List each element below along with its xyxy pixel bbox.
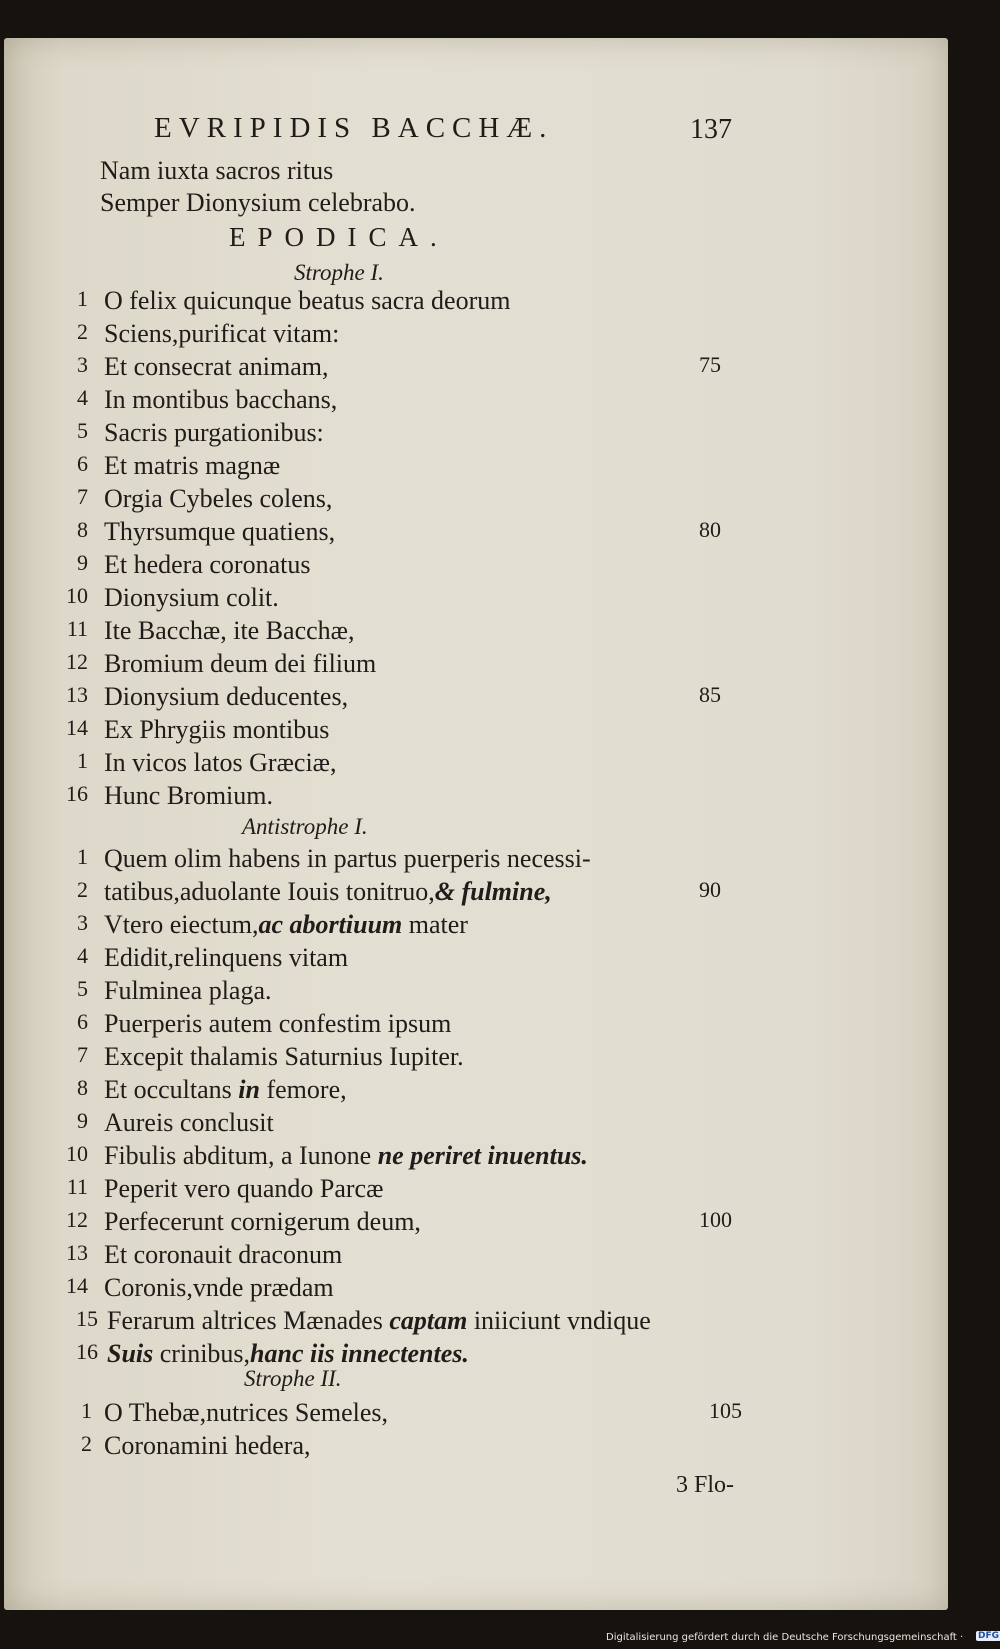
verse-line [4,1174,948,1206]
verse-line [4,385,948,417]
digitization-credit: Digitalisierung gefördert durch die Deutsche Forschungsgemeinschaft · [606,1632,964,1643]
line-text [107,1339,469,1369]
verse-line [4,715,948,747]
line-roman-tail: femore, [259,1075,347,1104]
line-text: In montibus bacchans, [104,385,338,414]
line-text: Et consecrat animam, [104,352,329,381]
line-text: Ex Phrygiis montibus [104,715,330,744]
line-text [104,1207,421,1237]
verse-line [4,748,948,780]
line-number: 2 [77,877,88,902]
verse-line [4,1141,948,1173]
line-number: 2 [81,1431,92,1456]
line-text: Semper Dionysium celebrabo. [100,188,416,217]
verse-line [4,943,948,975]
line-text [104,910,468,940]
verse-line [4,976,948,1008]
line-number: 5 [77,976,88,1001]
margin-line-count: 90 [699,877,721,902]
line-number: 14 [66,1273,88,1298]
line-number: 6 [77,451,88,476]
line-text: In vicos latos Græciæ, [104,748,337,777]
verse-line [4,910,948,942]
line-roman: Et occultans [104,1075,239,1104]
line-roman: Edidit,relinquens vitam [104,943,349,972]
line-text: Bromium deum dei filium [104,649,377,678]
margin-line-count: 100 [699,1207,732,1232]
line-number: 12 [66,649,88,674]
line-roman-tail: mater [402,910,468,939]
verse-line [4,649,948,681]
verse-line [4,286,948,318]
line-roman: Puerperis autem confestim ipsum [104,1009,452,1038]
verse-line [4,1273,948,1305]
text-line [4,188,948,220]
line-italic: ne periret inuentus. [377,1141,588,1170]
line-number: 12 [66,1207,88,1232]
book-page [4,38,948,1610]
text-line [4,156,948,188]
line-roman: Vtero eiectum, [104,910,259,939]
line-text [104,1141,588,1171]
line-text [104,1009,451,1039]
line-text [104,1240,342,1270]
line-number: 13 [66,1240,88,1265]
margin-line-count: 105 [709,1398,742,1423]
line-text [104,844,591,874]
line-text: Ite Bacchæ, ite Bacchæ, [104,616,355,645]
verse-line [4,781,948,813]
line-roman-tail: iniiciunt vndique [467,1306,651,1335]
line-number: 8 [77,1075,88,1100]
verse-line [4,616,948,648]
line-roman-tail: crinibus, [153,1339,251,1368]
line-number: 14 [66,715,88,740]
line-text: Hunc Bromium. [104,781,273,810]
line-number: 9 [77,550,88,575]
line-text: Et hedera coronatus [104,550,311,579]
verse-line [4,319,948,351]
line-text: Et matris magnæ [104,451,281,480]
section-heading-epodica: EPODICA. [229,222,449,252]
line-number: 11 [66,616,88,641]
line-number: 2 [77,319,88,344]
line-number: 15 [76,1306,98,1331]
line-text [104,1075,347,1105]
line-text [104,1108,274,1138]
line-text [104,1174,383,1204]
section-heading-strophe-1: Strophe I. [294,260,384,285]
verse-line [4,484,948,516]
line-text: Sacris purgationibus: [104,418,324,447]
verse-line [4,352,948,384]
line-number: 4 [77,943,88,968]
line-number: 7 [77,1042,88,1067]
line-text [107,1306,651,1336]
line-number: 10 [66,583,88,608]
line-number: 1 [77,748,88,773]
catchword: 3 Flo- [676,1472,735,1498]
line-text [104,1042,464,1072]
line-text: O felix quicunque beatus sacra deorum [104,286,511,315]
verse-line [4,1009,948,1041]
line-italic-tail: hanc iis innectentes. [250,1339,469,1368]
line-roman: Fibulis abditum, a Iunone [104,1141,378,1170]
line-number: 16 [76,1339,98,1364]
line-italic: Suis [107,1339,154,1368]
line-text: Sciens,purificat vitam: [104,319,340,348]
line-number: 1 [77,844,88,869]
line-number: 11 [66,1174,88,1199]
line-text: Thyrsumque quatiens, [104,517,336,546]
margin-line-count: 80 [699,517,721,542]
line-roman: Aureis conclusit [104,1108,274,1137]
line-roman: Peperit vero quando Parcæ [104,1174,384,1203]
verse-line [4,1398,948,1430]
line-text [104,1273,334,1303]
line-text [104,976,272,1006]
verse-line [4,844,948,876]
line-number: 7 [77,484,88,509]
section-heading-antistrophe-1: Antistrophe I. [242,814,368,839]
line-number: 1 [81,1398,92,1423]
line-number: 9 [77,1108,88,1133]
line-roman: Quem olim habens in partus puerperis necessi- [104,844,591,873]
verse-line [4,1042,948,1074]
dfg-logo: DFG [978,1631,1000,1641]
line-number: 3 [77,910,88,935]
verse-line [4,1108,948,1140]
line-text [104,877,552,907]
line-italic: ac abortiuum [258,910,403,939]
line-roman: Coronis,vnde prædam [104,1273,334,1302]
line-roman: Excepit thalamis Saturnius Iupiter. [104,1042,464,1071]
page-number: 137 [690,114,732,145]
verse-line [4,550,948,582]
running-head: EVRIPIDIS BACCHÆ. [154,112,554,144]
margin-line-count: 75 [699,352,721,377]
line-italic: captam [389,1306,468,1335]
verse-line [4,1431,948,1463]
line-text: Dionysium deducentes, [104,682,349,711]
line-text: Dionysium colit. [104,583,279,612]
line-number: 3 [77,352,88,377]
line-text: O Thebæ,nutrices Semeles, [104,1398,389,1427]
line-roman: Perfecerunt cornigerum deum, [104,1207,421,1236]
line-number: 16 [66,781,88,806]
line-text: Orgia Cybeles colens, [104,484,333,513]
verse-line [4,418,948,450]
line-number: 10 [66,1141,88,1166]
line-roman: Fulminea plaga. [104,976,272,1005]
line-roman: Et coronauit draconum [104,1240,343,1269]
line-number: 4 [77,385,88,410]
line-text: Nam iuxta sacros ritus [100,156,334,185]
line-italic: in [238,1075,260,1104]
line-italic: & fulmine, [434,877,552,906]
line-number: 13 [66,682,88,707]
margin-line-count: 85 [699,682,721,707]
verse-line [4,1306,948,1338]
verse-line [4,1240,948,1272]
verse-line [4,1207,948,1239]
verse-line [4,877,948,909]
verse-line [4,682,948,714]
line-roman: Ferarum altrices Mænades [107,1306,390,1335]
line-text: Coronamini hedera, [104,1431,311,1460]
line-number: 1 [77,286,88,311]
line-number: 8 [77,517,88,542]
line-number: 5 [77,418,88,443]
line-number: 6 [77,1009,88,1034]
verse-line [4,517,948,549]
verse-line [4,1339,948,1371]
line-text [104,943,348,973]
line-roman: tatibus,aduolante Iouis tonitruo, [104,877,435,906]
verse-line [4,583,948,615]
section-heading-strophe-2: Strophe II. [244,1366,342,1391]
verse-line [4,1075,948,1107]
verse-line [4,451,948,483]
